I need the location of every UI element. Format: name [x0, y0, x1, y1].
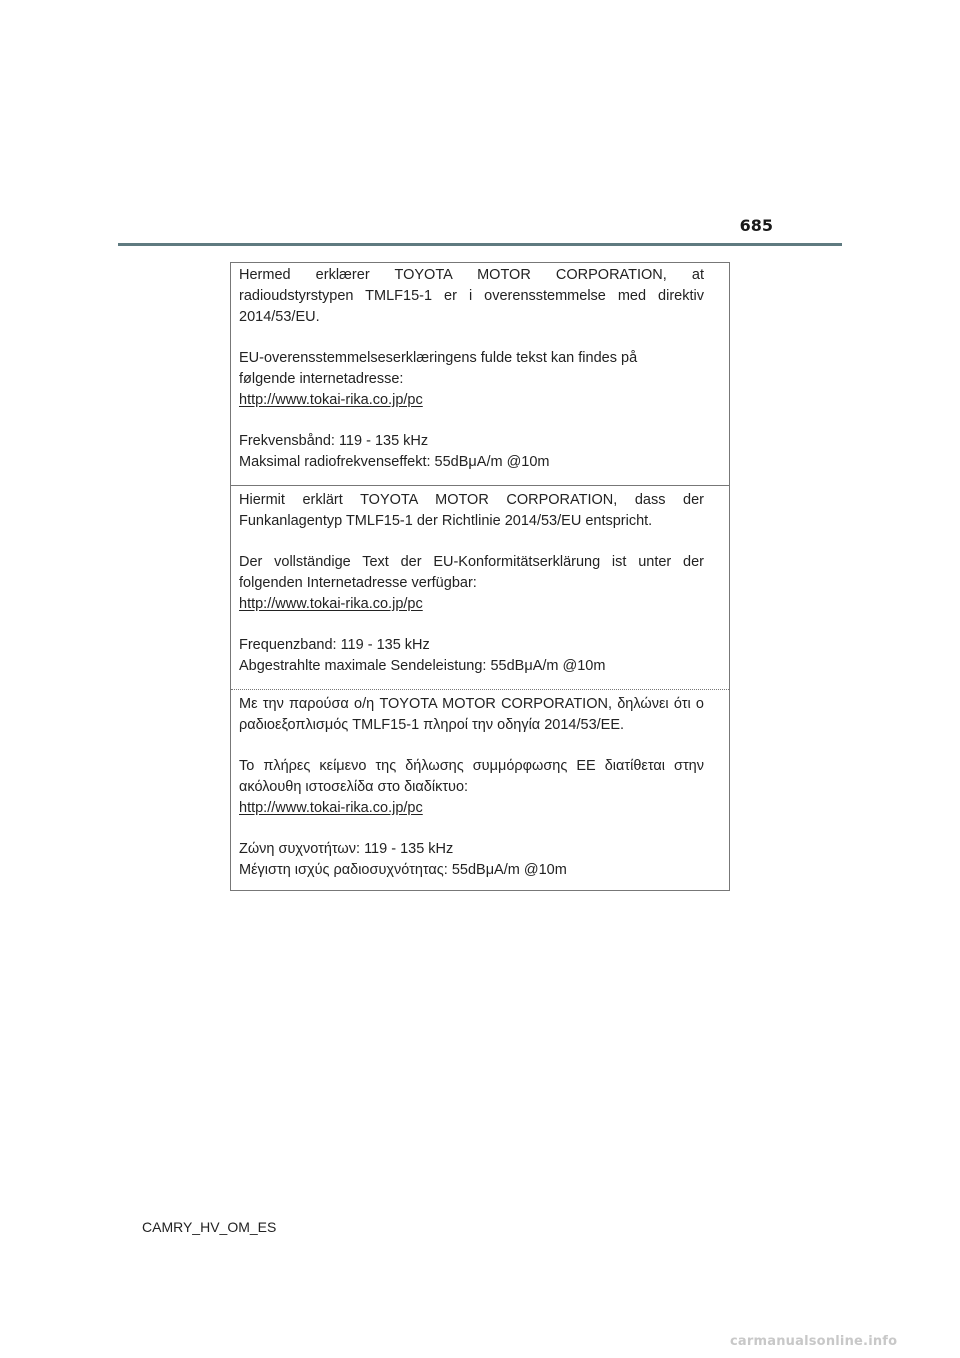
frequency-text: Frequenzband: 119 - 135 kHz	[239, 637, 430, 653]
fulltext-line-1: EU-overensstemmelseserklæringens fulde tekst kan findes på	[239, 350, 638, 366]
declarations-box	[230, 262, 730, 891]
frequency-text: Frekvensbånd: 119 - 135 kHz	[239, 433, 429, 449]
frequency-text: Ζώνη συχνοτήτων: 119 - 135 kHz	[239, 841, 454, 857]
header-rule	[118, 243, 842, 246]
declaration-text: Με την παρούσα ο/η TOYOTA MOTOR CORPORATION, δηλώνει ότι ο ραδιοεξοπλισμός TMLF15-1 πληροί την οδηγία 2014/53/ΕΕ.	[239, 696, 704, 733]
declaration-text: Hermed erklærer TOYOTA MOTOR CORPORATION, at radioudstyrstypen TMLF15-1 er i overensstemmelse med direktiv 2014/53/EU.	[239, 267, 704, 325]
fulltext-line-2: følgende internetadresse:	[239, 371, 404, 387]
power-text: Μέγιστη ισχύς ραδιοσυχνότητας: 55dBμA/m @10m	[239, 862, 567, 878]
url-link[interactable]: http://www.tokai-rika.co.jp/pc	[239, 800, 423, 816]
section-greek	[231, 690, 729, 890]
fulltext-text: Der vollständige Text der EU-Konformitätserklärung ist unter der folgenden Internetadresse verfügbar:	[239, 554, 704, 591]
section-danish	[231, 263, 729, 486]
url-link[interactable]: http://www.tokai-rika.co.jp/pc	[239, 392, 423, 408]
power-text: Abgestrahlte maximale Sendeleistung: 55dBμA/m @10m	[239, 658, 606, 674]
declaration-text: Hiermit erklärt TOYOTA MOTOR CORPORATION, dass der Funkanlagentyp TMLF15-1 der Richtlinie 2014/53/EU entspricht.	[239, 492, 704, 529]
watermark[interactable]: carmanualsonline.info	[730, 1334, 898, 1349]
fulltext-text: Το πλήρες κείμενο της δήλωσης συμμόρφωσης ΕΕ διατίθεται στην ακόλουθη ιστοσελίδα στο διαδίκτυο:	[239, 758, 704, 795]
url-link[interactable]: http://www.tokai-rika.co.jp/pc	[239, 596, 423, 612]
page-number: 685	[739, 216, 773, 235]
footer-code: CAMRY_HV_OM_ES	[142, 1219, 277, 1235]
section-german	[231, 486, 729, 690]
power-text: Maksimal radiofrekvenseffekt: 55dBμA/m @10m	[239, 454, 550, 470]
